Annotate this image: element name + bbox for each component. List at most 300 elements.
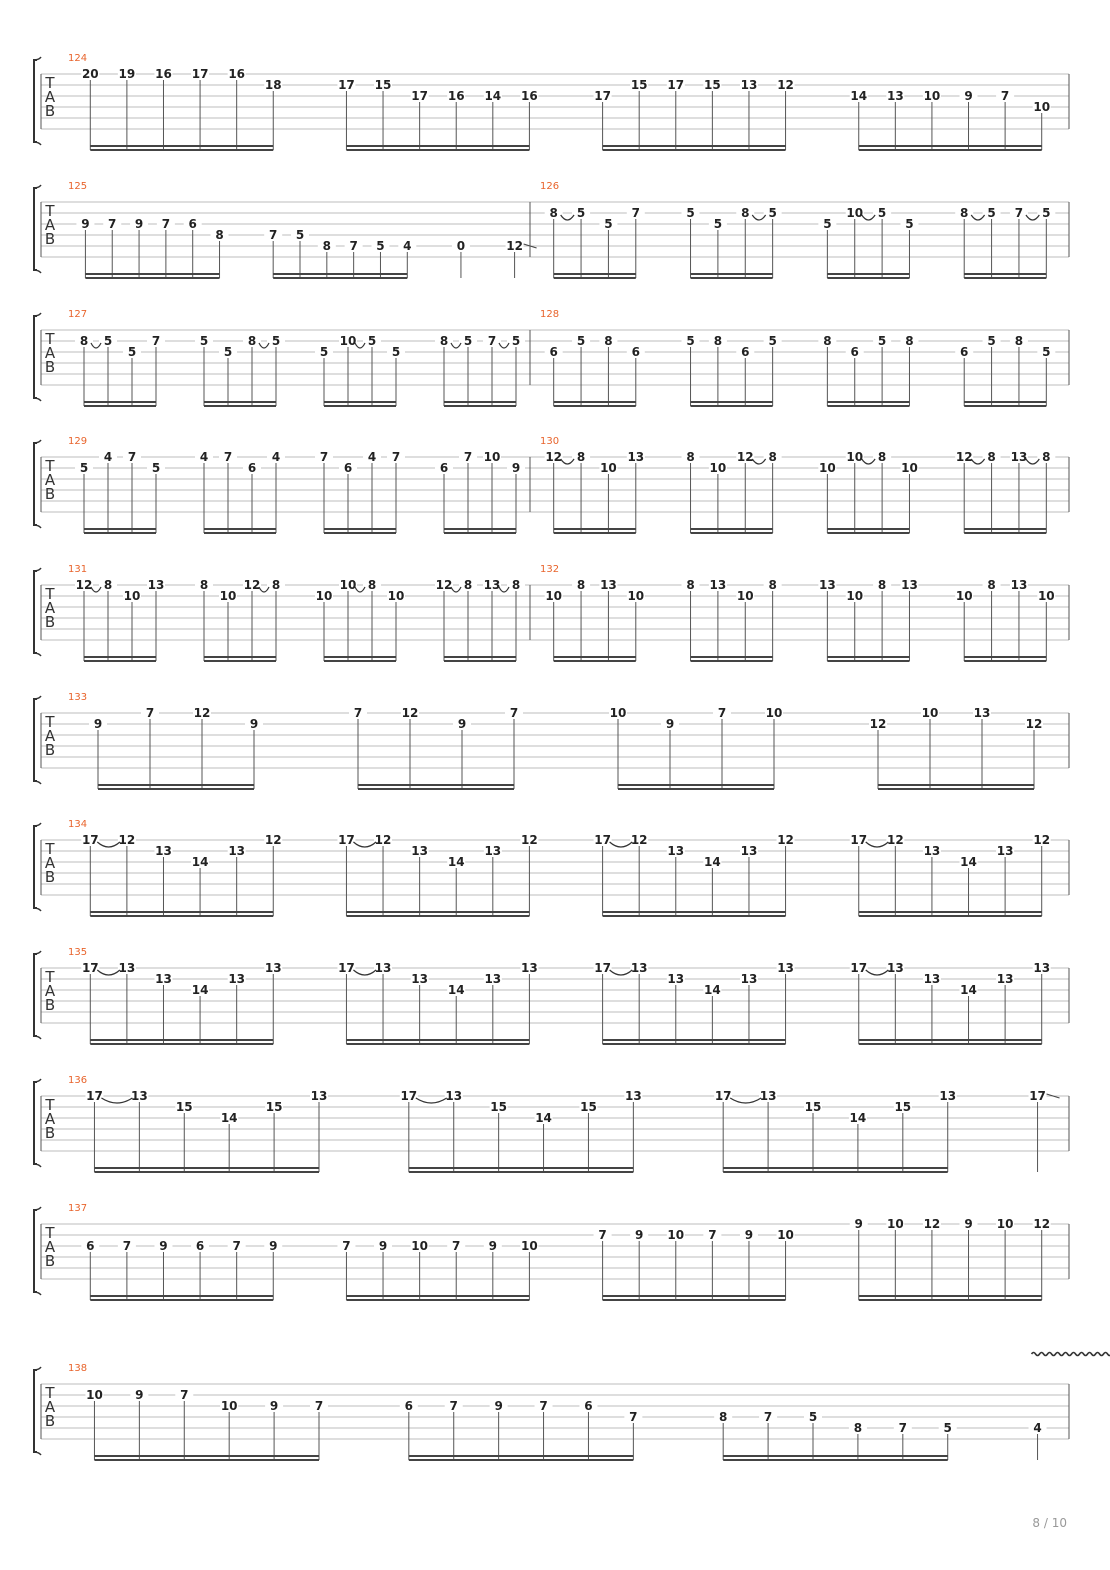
beam-group [955, 334, 1055, 406]
tab-clef-letter: A [44, 599, 56, 617]
fret-number: 10 [736, 589, 754, 603]
fret-number: 15 [175, 1100, 193, 1114]
fret-number: 12 [521, 833, 538, 847]
beam-group [545, 578, 645, 661]
fret-number: 5 [604, 217, 613, 231]
tab-clef-letter: T [45, 713, 55, 731]
tab-clef-letter: T [45, 968, 55, 986]
fret-number: 13 [973, 706, 991, 720]
fret-number: 15 [630, 78, 648, 92]
beam-group [435, 578, 525, 661]
beam-group [81, 67, 282, 150]
beam-group [85, 1388, 328, 1460]
measure [68, 53, 1051, 150]
tie-arc [971, 459, 984, 464]
fret-number: 12 [243, 578, 261, 592]
fret-number: 13 [667, 972, 685, 986]
fret-number: 16 [521, 89, 538, 103]
fret-number: 18 [264, 78, 282, 92]
beam-group [850, 89, 1051, 150]
beam-group [81, 833, 282, 916]
fret-number: 10 [609, 706, 627, 720]
tab-system [33, 564, 1069, 661]
fret-number: 8 [576, 450, 586, 464]
fret-number: 8 [987, 578, 996, 592]
measure [68, 1203, 1051, 1300]
system-bracket [34, 571, 37, 653]
fret-number: 5 [1042, 345, 1051, 359]
beam-group [545, 206, 645, 278]
beam-group [400, 1089, 643, 1172]
beam-group [435, 334, 525, 406]
fret-number: 7 [127, 450, 137, 464]
fret-number: 7 [353, 706, 363, 720]
fret-number: 7 [598, 1228, 607, 1242]
fret-number: 5 [151, 461, 161, 475]
fret-number: 7 [122, 1239, 132, 1253]
fret-number: 14 [484, 89, 502, 103]
fret-number: 7 [708, 1228, 717, 1242]
fret-number: 5 [877, 334, 887, 348]
tab-clef-letter: B [44, 230, 56, 248]
fret-number: 12 [1033, 833, 1051, 847]
fret-number: 5 [391, 345, 401, 359]
fret-number: 4 [103, 450, 113, 464]
fret-number: 13 [1010, 450, 1028, 464]
fret-number: 9 [744, 1228, 754, 1242]
fret-number: 10 [627, 589, 645, 603]
fret-number: 14 [191, 855, 209, 869]
fret-number: 17 [850, 833, 868, 847]
tab-clef-letter: A [44, 1398, 56, 1416]
fret-number: 13 [1033, 961, 1051, 975]
fret-number: 10 [923, 89, 941, 103]
fret-number: 15 [804, 1100, 822, 1114]
fret-number: 8 [853, 1421, 863, 1435]
fret-number: 13 [310, 1089, 328, 1103]
tab-clef-letter: T [45, 1096, 55, 1114]
fret-number: 14 [220, 1111, 238, 1125]
fret-number: 17 [594, 961, 611, 975]
tab-clef-letter: A [44, 1238, 56, 1256]
system-bracket [34, 1082, 37, 1164]
fret-number: 7 [349, 239, 358, 253]
fret-number: 8 [215, 228, 224, 242]
fret-number: 8 [604, 334, 613, 348]
fret-number: 12 [1033, 1217, 1051, 1231]
system-bracket [34, 60, 37, 142]
beam-group [869, 706, 1043, 789]
fret-number: 7 [763, 1410, 773, 1424]
fret-number: 13 [131, 1089, 148, 1103]
fret-number: 5 [987, 334, 996, 348]
fret-number: 13 [923, 972, 941, 986]
system-bracket [34, 826, 37, 908]
fret-number: 7 [108, 217, 117, 231]
measure [530, 309, 1055, 406]
fret-number: 8 [103, 578, 113, 592]
beam-group [818, 578, 918, 661]
fret-number: 7 [463, 450, 473, 464]
fret-number: 13 [709, 578, 727, 592]
system-bracket [34, 443, 37, 525]
tab-clef-letter: A [44, 471, 56, 489]
fret-number: 9 [635, 1228, 644, 1242]
fret-number: 10 [921, 706, 939, 720]
beam-group [76, 217, 228, 278]
fret-number: 6 [247, 461, 257, 475]
fret-number: 12 [264, 833, 282, 847]
tab-clef-letter: B [44, 741, 56, 759]
fret-number: 8 [960, 206, 969, 220]
fret-number: 10 [123, 589, 141, 603]
beam-group [818, 206, 918, 278]
beam-group [955, 206, 1055, 278]
measure [68, 819, 1051, 916]
beam-group [337, 78, 538, 150]
tab-clef-letter: B [44, 1124, 56, 1142]
fret-number: 14 [850, 89, 868, 103]
fret-number: 5 [79, 461, 89, 475]
fret-number: 6 [86, 1239, 95, 1253]
fret-number: 10 [600, 461, 617, 475]
fret-number: 12 [886, 833, 904, 847]
fret-number: 14 [849, 1111, 867, 1125]
fret-number: 9 [964, 89, 973, 103]
fret-number: 16 [228, 67, 246, 81]
fret-number: 7 [539, 1399, 548, 1413]
tab-clef-letter: T [45, 585, 55, 603]
fret-number: 7 [180, 1388, 189, 1402]
fret-number: 13 [155, 972, 172, 986]
fret-number: 6 [439, 461, 449, 475]
tab-clef-letter: A [44, 982, 56, 1000]
fret-number: 9 [457, 717, 467, 731]
fret-number: 10 [1033, 100, 1051, 114]
fret-number: 9 [488, 1239, 497, 1253]
tab-system [33, 436, 1069, 533]
beam-group [195, 578, 285, 661]
fret-number: 17 [81, 833, 99, 847]
fret-number: 7 [1014, 206, 1024, 220]
beam-group [315, 450, 405, 533]
measure-number: 132 [540, 564, 560, 575]
fret-number: 5 [127, 345, 137, 359]
fret-number: 6 [631, 345, 640, 359]
measure [68, 1075, 1060, 1172]
fret-number: 7 [232, 1239, 241, 1253]
tie-arc [866, 970, 889, 975]
fret-number: 9 [854, 1217, 863, 1231]
tab-clef-letter: T [45, 1384, 55, 1402]
fret-number: 13 [264, 961, 282, 975]
measure [68, 309, 525, 406]
beam-group [609, 706, 783, 789]
tab-system [33, 1353, 1110, 1461]
beam-group [545, 334, 645, 406]
fret-number: 17 [338, 961, 355, 975]
fret-number: 13 [923, 844, 941, 858]
tab-system [33, 1203, 1069, 1300]
fret-number: 10 [339, 334, 357, 348]
fret-number: 8 [905, 334, 914, 348]
tie-arc [101, 1098, 132, 1103]
fret-number: 9 [159, 1239, 168, 1253]
tie-arc [752, 215, 765, 220]
fret-number: 8 [741, 206, 750, 220]
fret-number: 4 [271, 450, 281, 464]
fret-number: 13 [759, 1089, 777, 1103]
system-bracket [34, 699, 37, 781]
fret-number: 8 [1014, 334, 1024, 348]
fret-number: 5 [271, 334, 281, 348]
tie-arc [561, 215, 574, 220]
fret-number: 15 [580, 1100, 597, 1114]
measure [68, 181, 537, 278]
tab-clef-letter: B [44, 1412, 56, 1430]
measure-number: 127 [68, 309, 88, 320]
tab-system [33, 947, 1069, 1044]
fret-number: 13 [667, 844, 685, 858]
fret-number: 7 [268, 228, 278, 242]
fret-number: 17 [714, 1089, 732, 1103]
beam-group [594, 78, 795, 150]
fret-number: 17 [400, 1089, 418, 1103]
tie-arc [610, 842, 633, 847]
fret-number: 13 [374, 961, 392, 975]
fret-number: 13 [484, 844, 502, 858]
tab-clef-letter: B [44, 613, 56, 631]
beam-group [89, 706, 263, 789]
tab-clef-letter: T [45, 457, 55, 475]
beam-group [315, 578, 405, 661]
fret-number: 5 [576, 334, 586, 348]
tie-arc [97, 970, 120, 975]
fret-number: 13 [819, 578, 836, 592]
fret-number: 10 [483, 450, 501, 464]
measure-number: 133 [68, 692, 88, 703]
fret-number: 12 [777, 833, 794, 847]
fret-number: 16 [155, 67, 172, 81]
fret-number: 6 [850, 345, 859, 359]
fret-number: 5 [768, 206, 777, 220]
fret-number: 8 [719, 1410, 728, 1424]
beam-group [682, 578, 782, 661]
measure-number: 137 [68, 1203, 88, 1214]
fret-number: 5 [877, 206, 887, 220]
fret-number: 13 [228, 972, 246, 986]
fret-number: 17 [338, 78, 355, 92]
fret-number: 17 [594, 833, 611, 847]
fret-number: 8 [686, 578, 695, 592]
fret-number: 8 [79, 334, 89, 348]
beam-group [594, 833, 795, 916]
fret-number: 5 [1042, 206, 1051, 220]
fret-number: 7 [898, 1421, 907, 1435]
fret-number: 17 [191, 67, 209, 81]
fret-number: 10 [777, 1228, 794, 1242]
tab-clef-letter: A [44, 854, 56, 872]
fret-number: 13 [118, 961, 136, 975]
beam-group [594, 961, 795, 1044]
fret-number: 19 [118, 67, 136, 81]
fret-number: 7 [509, 706, 519, 720]
beam-group [337, 833, 538, 916]
fret-number: 8 [322, 239, 332, 253]
fret-number: 8 [823, 334, 832, 348]
fret-number: 13 [625, 1089, 642, 1103]
fret-number: 9 [494, 1399, 503, 1413]
beam-group [682, 206, 782, 278]
fret-number: 14 [447, 983, 465, 997]
fret-number: 7 [391, 450, 401, 464]
fret-number: 5 [713, 217, 723, 231]
fret-number: 5 [199, 334, 209, 348]
measure [530, 436, 1055, 533]
fret-number: 13 [939, 1089, 957, 1103]
fret-number: 17 [86, 1089, 103, 1103]
fret-number: 17 [850, 961, 868, 975]
fret-number: 13 [740, 844, 758, 858]
fret-number: 9 [964, 1217, 973, 1231]
fret-number: 7 [452, 1239, 461, 1253]
fret-number: 8 [768, 578, 777, 592]
tab-clef-letter: A [44, 727, 56, 745]
fret-number: 7 [631, 206, 640, 220]
fret-number: 6 [584, 1399, 593, 1413]
fret-number: 12 [374, 833, 392, 847]
fret-number: 8 [511, 578, 521, 592]
fret-number: 15 [704, 78, 721, 92]
fret-number: 6 [404, 1399, 413, 1413]
fret-number: 13 [1010, 578, 1028, 592]
beam-group [714, 1089, 957, 1172]
beam-group [195, 334, 285, 406]
fret-number: 13 [228, 844, 246, 858]
fret-number: 15 [265, 1100, 283, 1114]
fret-number: 16 [447, 89, 465, 103]
measure-number: 128 [540, 309, 560, 320]
tie-arc [971, 215, 984, 220]
fret-number: 8 [877, 450, 887, 464]
tab-system [33, 819, 1069, 916]
fret-number: 7 [342, 1239, 351, 1253]
fret-number: 9 [81, 217, 90, 231]
fret-number: 5 [511, 334, 521, 348]
beam-group [594, 1228, 795, 1300]
fret-number: 0 [456, 239, 466, 253]
fret-number: 8 [247, 334, 257, 348]
fret-number: 7 [161, 217, 171, 231]
fret-number: 4 [367, 450, 377, 464]
fret-number: 14 [704, 855, 721, 869]
tab-system [33, 692, 1069, 789]
fret-number: 14 [447, 855, 465, 869]
fret-number: 9 [134, 217, 144, 231]
fret-number: 8 [439, 334, 449, 348]
beam-group [349, 706, 523, 789]
system-bracket [34, 954, 37, 1036]
fret-number: 10 [846, 589, 864, 603]
measure-number: 136 [68, 1075, 88, 1086]
tie-arc [862, 459, 875, 464]
tie-arc [866, 842, 889, 847]
beam-group [81, 1239, 282, 1300]
beam-group [955, 450, 1055, 533]
tab-clef-letter: A [44, 1110, 56, 1128]
fret-number: 8 [1042, 450, 1051, 464]
fret-number: 17 [667, 78, 685, 92]
fret-number: 5 [905, 217, 914, 231]
beam-group [545, 450, 645, 533]
fret-number: 13 [740, 972, 758, 986]
system-bracket [34, 1210, 37, 1292]
beam-group [75, 450, 165, 533]
fret-number: 10 [996, 1217, 1014, 1231]
fret-number: 9 [665, 717, 675, 731]
fret-number: 8 [686, 450, 695, 464]
tab-clef-letter: B [44, 485, 56, 503]
fret-number: 6 [343, 461, 353, 475]
fret-number: 13 [483, 578, 501, 592]
beam-group [85, 1089, 328, 1172]
fret-number: 5 [987, 206, 996, 220]
fret-number: 10 [765, 706, 783, 720]
fret-number: 12 [955, 450, 973, 464]
fret-number: 8 [713, 334, 723, 348]
fret-number: 5 [463, 334, 473, 348]
tab-clef-letter: B [44, 102, 56, 120]
tab-system [33, 53, 1069, 150]
fret-number: 12 [401, 706, 419, 720]
measure-number: 134 [68, 819, 88, 830]
fret-number: 8 [877, 578, 887, 592]
tab-system [33, 1075, 1069, 1172]
tie-arc [353, 970, 376, 975]
fret-number: 9 [135, 1388, 144, 1402]
fret-number: 13 [886, 961, 904, 975]
fret-number: 10 [315, 589, 333, 603]
fret-number: 14 [191, 983, 209, 997]
tab-system [33, 309, 1069, 406]
fret-number: 12 [193, 706, 211, 720]
fret-number: 8 [271, 578, 281, 592]
beam-group [850, 1217, 1051, 1300]
fret-number: 5 [808, 1410, 818, 1424]
system-bracket [34, 316, 37, 398]
tab-clef-letter: A [44, 344, 56, 362]
fret-number: 14 [960, 855, 977, 869]
fret-number: 12 [118, 833, 136, 847]
beam-group [75, 334, 165, 406]
beam-group [1029, 1089, 1060, 1172]
tie-arc [353, 842, 376, 847]
beam-group [435, 450, 525, 533]
measure [530, 564, 1055, 661]
beam-group [682, 334, 782, 406]
fret-number: 5 [686, 334, 695, 348]
fret-number: 12 [1025, 717, 1043, 731]
fret-number: 7 [629, 1410, 638, 1424]
fret-number: 10 [411, 1239, 428, 1253]
fret-number: 10 [886, 1217, 904, 1231]
fret-number: 5 [367, 334, 377, 348]
beam-group [400, 1399, 643, 1460]
fret-number: 12 [545, 450, 563, 464]
measure-number: 129 [68, 436, 88, 447]
measure-number: 130 [540, 436, 560, 447]
measure [68, 564, 525, 661]
